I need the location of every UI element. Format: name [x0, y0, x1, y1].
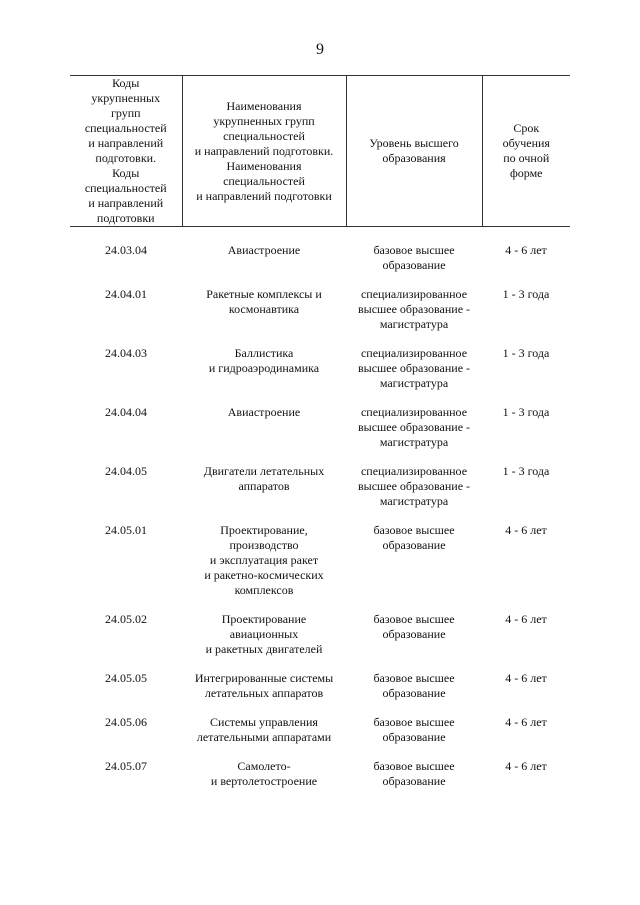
cell-name: Баллистика и гидроаэродинамика	[208, 346, 320, 375]
cell-name: Проектирование авиационных и ракетных двигателей	[205, 612, 323, 656]
header-codes: Коды укрупненных групп специальностей и направлений подготовки. Коды специальностей и направлений подготовки	[70, 76, 182, 227]
cell-name: Двигатели летательных аппаратов	[203, 464, 325, 493]
cell-name: Ракетные комплексы и космонавтика	[206, 287, 322, 316]
cell-term: 1 - 3 года	[502, 287, 550, 301]
table-row	[70, 715, 570, 759]
cell-code: 24.04.05	[105, 464, 147, 478]
table-row	[70, 523, 570, 612]
specialties-table	[70, 75, 570, 803]
cell-term: 4 - 6 лет	[505, 715, 547, 729]
table-row	[70, 227, 570, 288]
cell-level: базовое высшее образование	[373, 523, 455, 552]
cell-code: 24.05.06	[105, 715, 147, 729]
cell-term: 4 - 6 лет	[505, 612, 547, 626]
cell-term: 4 - 6 лет	[505, 523, 547, 537]
cell-term: 4 - 6 лет	[505, 759, 547, 773]
page-number: 9	[316, 41, 324, 58]
cell-level: базовое высшее образование	[373, 612, 455, 641]
cell-code: 24.03.04	[105, 243, 147, 257]
cell-term: 4 - 6 лет	[505, 671, 547, 685]
cell-term: 4 - 6 лет	[505, 243, 547, 257]
cell-level: базовое высшее образование	[373, 715, 455, 744]
cell-name: Авиастроение	[227, 405, 301, 419]
cell-name: Проектирование, производство и эксплуатация ракет и ракетно-космических комплексов	[204, 523, 324, 597]
cell-name: Самолето- и вертолетостроение	[210, 759, 318, 788]
header-level: Уровень высшего образования	[346, 76, 482, 227]
cell-level: базовое высшее образование	[373, 671, 455, 700]
cell-code: 24.05.05	[105, 671, 147, 685]
table-row	[70, 759, 570, 803]
cell-code: 24.05.07	[105, 759, 147, 773]
cell-term: 1 - 3 года	[502, 405, 550, 419]
cell-level: специализированное высшее образование - магистратура	[357, 346, 471, 390]
cell-code: 24.04.04	[105, 405, 147, 419]
cell-level: базовое высшее образование	[373, 759, 455, 788]
cell-code: 24.04.01	[105, 287, 147, 301]
cell-level: базовое высшее образование	[373, 243, 455, 272]
table-row	[70, 464, 570, 523]
cell-code: 24.05.01	[105, 523, 147, 537]
table-row	[70, 612, 570, 671]
cell-name: Авиастроение	[227, 243, 301, 257]
cell-term: 1 - 3 года	[502, 346, 550, 360]
cell-name: Интегрированные системы летательных аппаратов	[194, 671, 334, 700]
cell-level: специализированное высшее образование - магистратура	[357, 405, 471, 449]
table-row	[70, 405, 570, 464]
header-names: Наименования укрупненных групп специальностей и направлений подготовки. Наименования специальностей и направлений подготовки	[182, 76, 346, 227]
cell-term: 1 - 3 года	[502, 464, 550, 478]
cell-level: специализированное высшее образование - магистратура	[357, 464, 471, 508]
table-row	[70, 287, 570, 346]
table-row	[70, 671, 570, 715]
table-header-row	[70, 76, 570, 227]
header-term: Срок обучения по очной форме	[482, 76, 570, 227]
cell-level: специализированное высшее образование - магистратура	[357, 287, 471, 331]
cell-code: 24.05.02	[105, 612, 147, 626]
table-row	[70, 346, 570, 405]
cell-code: 24.04.03	[105, 346, 147, 360]
cell-name: Системы управления летательными аппаратами	[196, 715, 332, 744]
